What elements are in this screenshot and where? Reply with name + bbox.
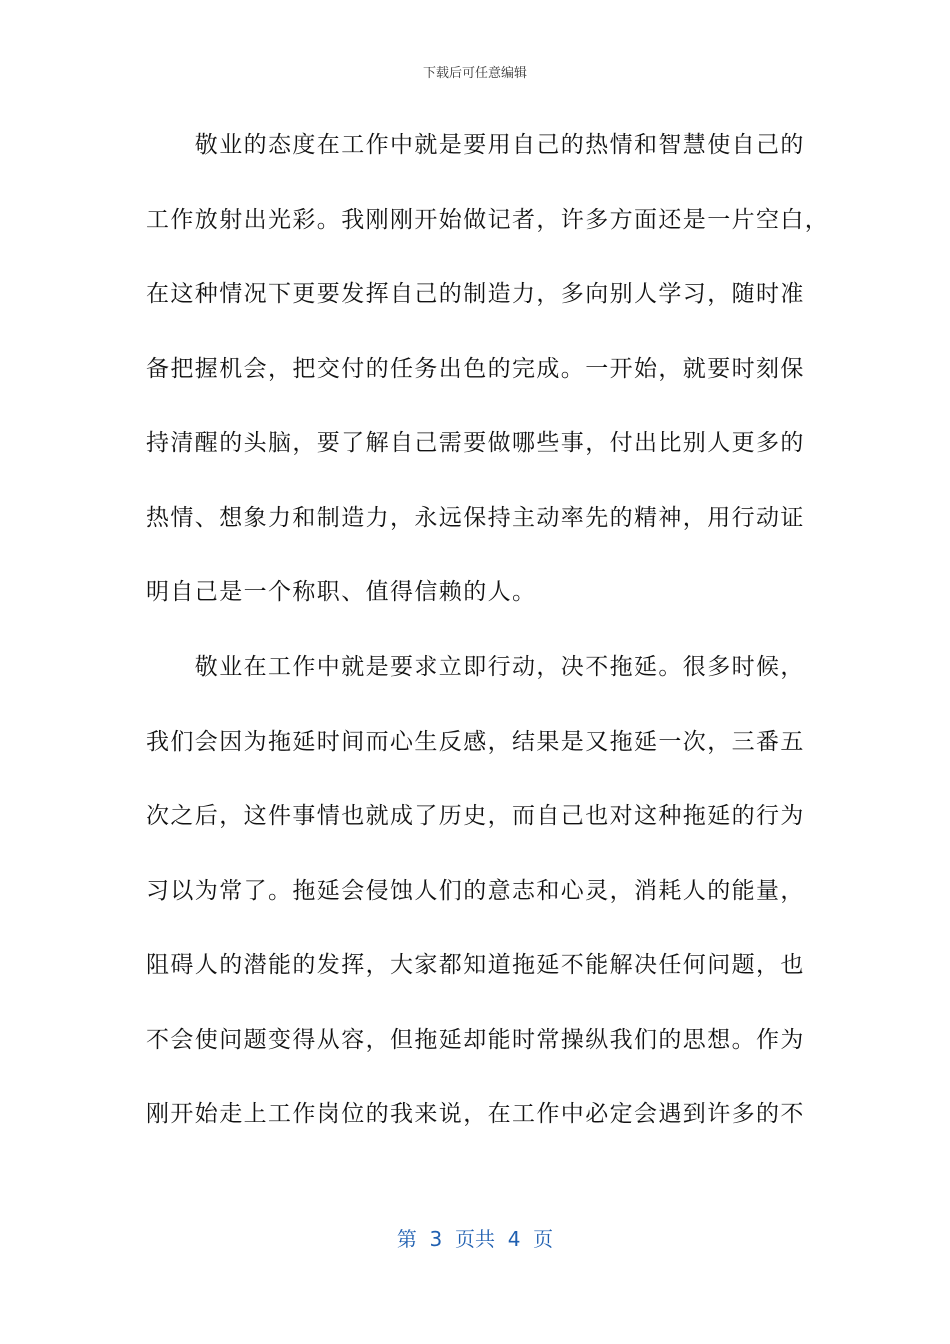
body-text-line: 工作放射出光彩。我刚刚开始做记者，许多方面还是一片空白，	[146, 207, 830, 233]
body-text-line: 不会使问题变得从容，但拖延却能时常操纵我们的思想。作为	[146, 1027, 805, 1053]
body-text-line: 敬业的态度在工作中就是要用自己的热情和智慧使自己的	[146, 132, 805, 158]
body-text-line: 次之后，这件事情也就成了历史，而自己也对这种拖延的行为	[146, 803, 805, 829]
body-text-line: 敬业在工作中就是要求立即行动，决不拖延。很多时候，	[146, 654, 805, 680]
body-text-line: 持清醒的头脑，要了解自己需要做哪些事，付出比别人更多的	[146, 430, 805, 456]
body-text-line: 热情、想象力和制造力，永远保持主动率先的精神，用行动证	[146, 505, 805, 531]
body-text-line: 我们会因为拖延时间而心生反感，结果是又拖延一次，三番五	[146, 729, 805, 755]
body-text-line: 阻碍人的潜能的发挥，大家都知道拖延不能解决任何问题，也	[146, 952, 805, 978]
body-text-line: 在这种情况下更要发挥自己的制造力，多向别人学习，随时准	[146, 281, 805, 307]
page-header: 下载后可任意编辑	[422, 66, 527, 81]
body-text-line: 明自己是一个称职、值得信赖的人。	[146, 579, 537, 605]
body-text-line: 刚开始走上工作岗位的我来说，在工作中必定会遇到许多的不	[146, 1101, 805, 1127]
body-text-line: 习以为常了。拖延会侵蚀人们的意志和心灵，消耗人的能量，	[146, 878, 805, 904]
body-text-line: 备把握机会，把交付的任务出色的完成。一开始，就要时刻保	[146, 356, 805, 382]
page-number-footer: 第 3 页共 4 页	[396, 1227, 554, 1251]
